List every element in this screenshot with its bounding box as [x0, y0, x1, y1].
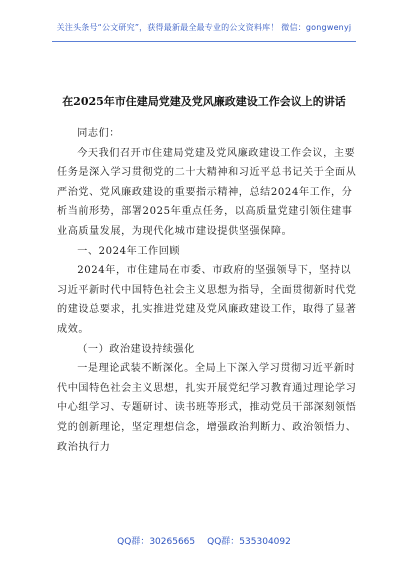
paragraph-theory: 一是理论武装不断深化。全局上下深入学习贯彻习近平新时代中国特色社会主义思想，扎实开展党纪学习教育通过理论学习中心组学习、专题研讨、读书班等形式，推动党员干部深刻领悟党的创新理论，坚定理想信念，增强政治判断力、政治领悟力、政治执行力 — [57, 363, 357, 453]
footer-qq-group-2: QQ群：535304092 — [207, 537, 291, 547]
header-notice: 关注头条号“公文研究”，获得最新最全最专业的公文资料库！ 微信：gongwenyj — [56, 23, 352, 32]
subsection-heading: （一）政治建设持续强化 — [77, 343, 195, 355]
paragraph-review: 2024年，市住建局在市委、市政府的坚强领导下，坚持以习近平新时代中国特色社会主义思想为指导，全面贯彻新时代党的建设总要求，扎实推进党建及党风廉政建设工作，取得了显著成效。 — [57, 265, 357, 335]
header-divider — [52, 41, 356, 42]
salutation: 同志们： — [77, 128, 120, 139]
paragraph-intro: 今天我们召开市住建局党建及党风廉政建设工作会议，主要任务是深入学习贯彻党的二十大精神和习近平总书记关于全面从严治党、党风廉政建设的重要指示精神，总结2024年工作，分析当前形势，部署2025年重点任务，以高质量党建引领住建事业高质量发展，为现代化城市建设提供坚强保障。 — [57, 147, 357, 237]
footer-qq-group-1: QQ群：30265665 — [117, 537, 196, 547]
document-title: 在2025年市住建局党建及党风廉政建设工作会议上的讲话 — [62, 95, 346, 108]
section-heading: 一、2024年工作回顾 — [77, 245, 181, 257]
footer-contacts — [0, 534, 408, 547]
document-body — [57, 124, 361, 457]
